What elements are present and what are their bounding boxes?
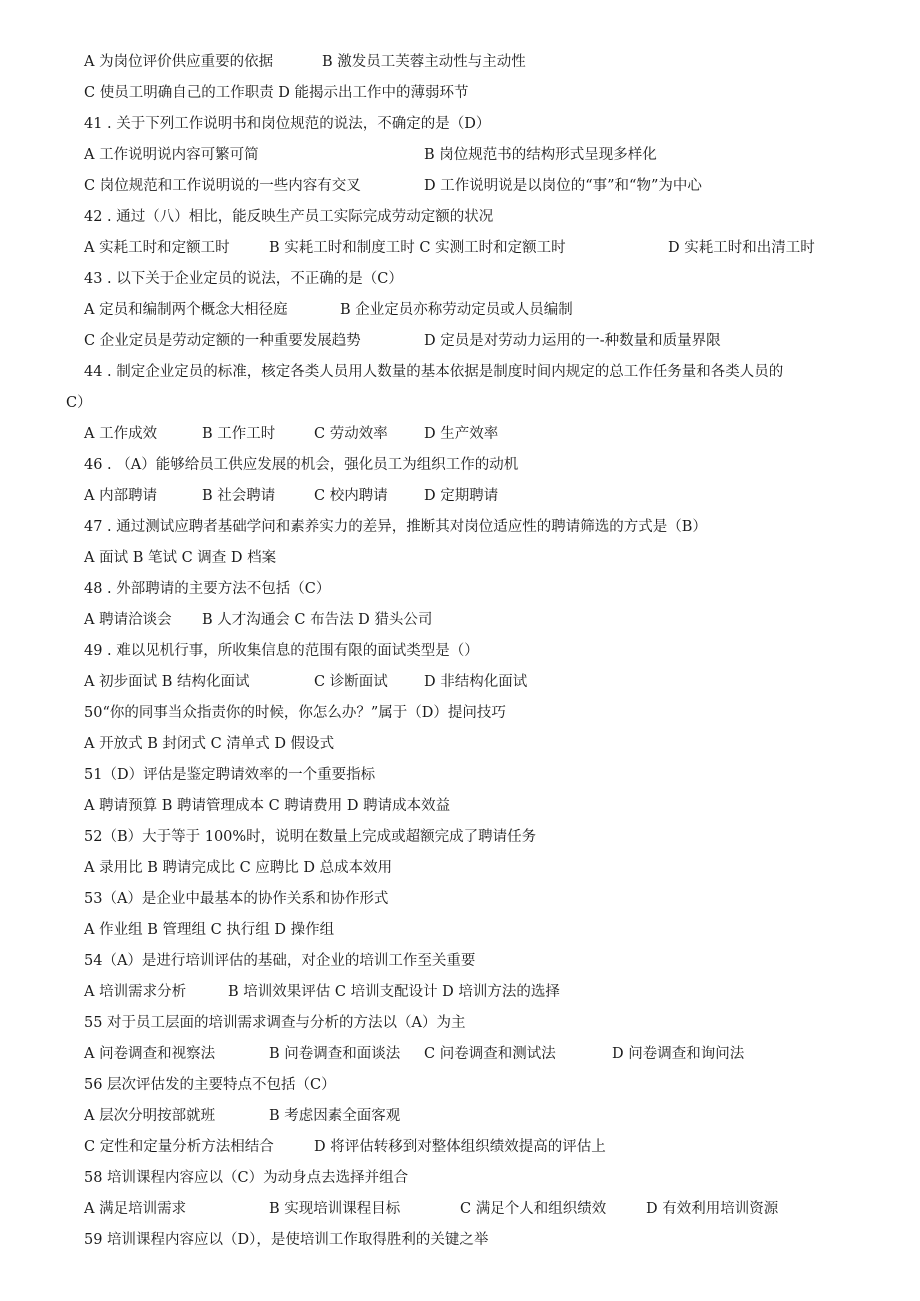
text-segment: A 为岗位评价供应重要的依据 xyxy=(84,54,274,70)
text-line xyxy=(0,297,920,323)
text-segment: C 定性和定量分析方法相结合 xyxy=(84,1139,274,1155)
text-segment: 59 培训课程内容应以（D），是使培训工作取得胜利的关键之举 xyxy=(84,1232,489,1248)
text-line xyxy=(0,979,920,1005)
text-line xyxy=(0,1103,920,1129)
text-segment: D 有效利用培训资源 xyxy=(646,1201,779,1217)
text-segment: C 岗位规范和工作说明说的一些内容有交叉 xyxy=(84,178,361,194)
text-segment: A 工作说明说内容可繁可简 xyxy=(84,147,259,163)
text-line xyxy=(0,1041,920,1067)
text-segment: D 生产效率 xyxy=(424,426,499,442)
text-line xyxy=(0,731,920,757)
text-segment: D 工作说明说是以岗位的“事”和“物”为中心 xyxy=(424,178,702,194)
text-segment: B 实耗工时和制度工时 C 实测工时和定额工时 xyxy=(269,240,566,256)
text-segment: 43 . 以下关于企业定员的说法，不正确的是（C） xyxy=(84,271,403,287)
text-segment: B 培训效果评估 C 培训支配设计 D 培训方法的选择 xyxy=(228,984,560,1000)
text-line xyxy=(0,700,920,726)
text-segment: 41 . 关于下列工作说明书和岗位规范的说法，不确定的是（D） xyxy=(84,116,491,132)
text-segment: 55 对于员工层面的培训需求调查与分析的方法以（A）为主 xyxy=(84,1015,466,1031)
text-segment: 58 培训课程内容应以（C）为动身点去选择并组合 xyxy=(84,1170,409,1186)
text-segment: A 聘请洽谈会 xyxy=(84,612,172,628)
text-segment: A 实耗工时和定额工时 xyxy=(84,240,230,256)
text-line xyxy=(0,793,920,819)
text-segment: B 人才沟通会 C 布告法 D 猎头公司 xyxy=(202,612,433,628)
text-line xyxy=(0,886,920,912)
text-segment: 51（D）评估是鉴定聘请效率的一个重要指标 xyxy=(84,767,376,783)
text-line xyxy=(0,483,920,509)
text-segment: A 层次分明按部就班 xyxy=(84,1108,216,1124)
text-segment: A 录用比 B 聘请完成比 C 应聘比 D 总成本效用 xyxy=(84,860,393,876)
text-line xyxy=(0,80,920,106)
text-segment: D 将评估转移到对整体组织绩效提高的评估上 xyxy=(314,1139,606,1155)
text-line xyxy=(0,669,920,695)
text-line xyxy=(0,762,920,788)
text-segment: A 定员和编制两个概念大相径庭 xyxy=(84,302,288,318)
text-segment: C） xyxy=(66,395,92,411)
text-segment: A 聘请预算 B 聘请管理成本 C 聘请费用 D 聘请成本效益 xyxy=(84,798,451,814)
text-segment: 50“你的同事当众指责你的时候，你怎么办？”属于（D）提问技巧 xyxy=(84,705,506,721)
text-segment: D 问卷调查和询问法 xyxy=(612,1046,745,1062)
text-line xyxy=(0,235,920,261)
text-segment: C 企业定员是劳动定额的一种重要发展趋势 xyxy=(84,333,361,349)
text-line xyxy=(0,917,920,943)
text-line xyxy=(0,948,920,974)
text-segment: 44 . 制定企业定员的标准，核定各类人员用人数量的基本依据是制度时间内规定的总工作任务量和各类人员的 xyxy=(84,364,784,380)
text-segment: B 企业定员亦称劳动定员或人员编制 xyxy=(340,302,573,318)
text-line xyxy=(0,390,920,416)
text-segment: C 问卷调查和测试法 xyxy=(424,1046,556,1062)
text-segment: D 非结构化面试 xyxy=(424,674,528,690)
text-line xyxy=(0,1072,920,1098)
text-segment: A 开放式 B 封闭式 C 清单式 D 假设式 xyxy=(84,736,335,752)
text-line xyxy=(0,824,920,850)
text-segment: 54（A）是进行培训评估的基础，对企业的培训工作至关重要 xyxy=(84,953,476,969)
text-segment: B 工作工时 xyxy=(202,426,276,442)
text-line xyxy=(0,855,920,881)
text-line xyxy=(0,204,920,230)
text-segment: C 满足个人和组织绩效 xyxy=(460,1201,607,1217)
text-segment: B 实现培训课程目标 xyxy=(269,1201,401,1217)
text-line xyxy=(0,173,920,199)
text-line xyxy=(0,359,920,385)
text-line xyxy=(0,1227,920,1253)
text-segment: A 作业组 B 管理组 C 执行组 D 操作组 xyxy=(84,922,335,938)
text-segment: B 问卷调查和面谈法 xyxy=(269,1046,401,1062)
text-line xyxy=(0,607,920,633)
text-segment: A 工作成效 xyxy=(84,426,158,442)
text-segment: A 满足培训需求 xyxy=(84,1201,187,1217)
text-segment: A 内部聘请 xyxy=(84,488,158,504)
text-segment: 48 . 外部聘请的主要方法不包括（C） xyxy=(84,581,331,597)
text-line xyxy=(0,328,920,354)
text-segment: 47 . 通过测试应聘者基础学问和素养实力的差异，推断其对岗位适应性的聘请筛选的方式是（B） xyxy=(84,519,707,535)
text-segment: C 使员工明确自己的工作职责 D 能揭示出工作中的薄弱环节 xyxy=(84,85,469,101)
text-line xyxy=(0,142,920,168)
text-line xyxy=(0,452,920,478)
text-segment: A 面试 B 笔试 C 调查 D 档案 xyxy=(84,550,277,566)
text-segment: C 诊断面试 xyxy=(314,674,388,690)
text-segment: A 问卷调查和视察法 xyxy=(84,1046,216,1062)
text-segment: D 定员是对劳动力运用的一-种数量和质量界限 xyxy=(424,333,721,349)
text-segment: D 定期聘请 xyxy=(424,488,499,504)
text-segment: 42 . 通过（八）相比，能反映生产员工实际完成劳动定额的状况 xyxy=(84,209,494,225)
text-segment: B 社会聘请 xyxy=(202,488,276,504)
text-segment: 56 层次评估发的主要特点不包括（C） xyxy=(84,1077,336,1093)
text-line xyxy=(0,421,920,447)
text-line xyxy=(0,1196,920,1222)
text-segment: A 培训需求分析 xyxy=(84,984,187,1000)
text-segment: D 实耗工时和出清工时 xyxy=(668,240,815,256)
text-segment: 53（A）是企业中最基本的协作关系和协作形式 xyxy=(84,891,389,907)
text-segment: 46 . （A）能够给员工供应发展的机会，强化员工为组织工作的动机 xyxy=(84,457,519,473)
text-segment: C 校内聘请 xyxy=(314,488,388,504)
text-line xyxy=(0,545,920,571)
text-segment: B 岗位规范书的结构形式呈现多样化 xyxy=(424,147,657,163)
text-line xyxy=(0,576,920,602)
text-line xyxy=(0,266,920,292)
text-segment: C 劳动效率 xyxy=(314,426,388,442)
text-segment: 52（B）大于等于 100%时，说明在数量上完成或超额完成了聘请任务 xyxy=(84,829,537,845)
text-segment: 49 . 难以见机行事，所收集信息的范围有限的面试类型是（） xyxy=(84,643,479,659)
text-segment: B 激发员工芙蓉主动性与主动性 xyxy=(322,54,526,70)
text-line xyxy=(0,1165,920,1191)
text-line xyxy=(0,514,920,540)
text-line xyxy=(0,111,920,137)
text-line xyxy=(0,1134,920,1160)
text-line xyxy=(0,638,920,664)
text-line xyxy=(0,1010,920,1036)
text-line xyxy=(0,49,920,75)
text-segment: B 考虑因素全面客观 xyxy=(269,1108,401,1124)
text-segment: A 初步面试 B 结构化面试 xyxy=(84,674,250,690)
